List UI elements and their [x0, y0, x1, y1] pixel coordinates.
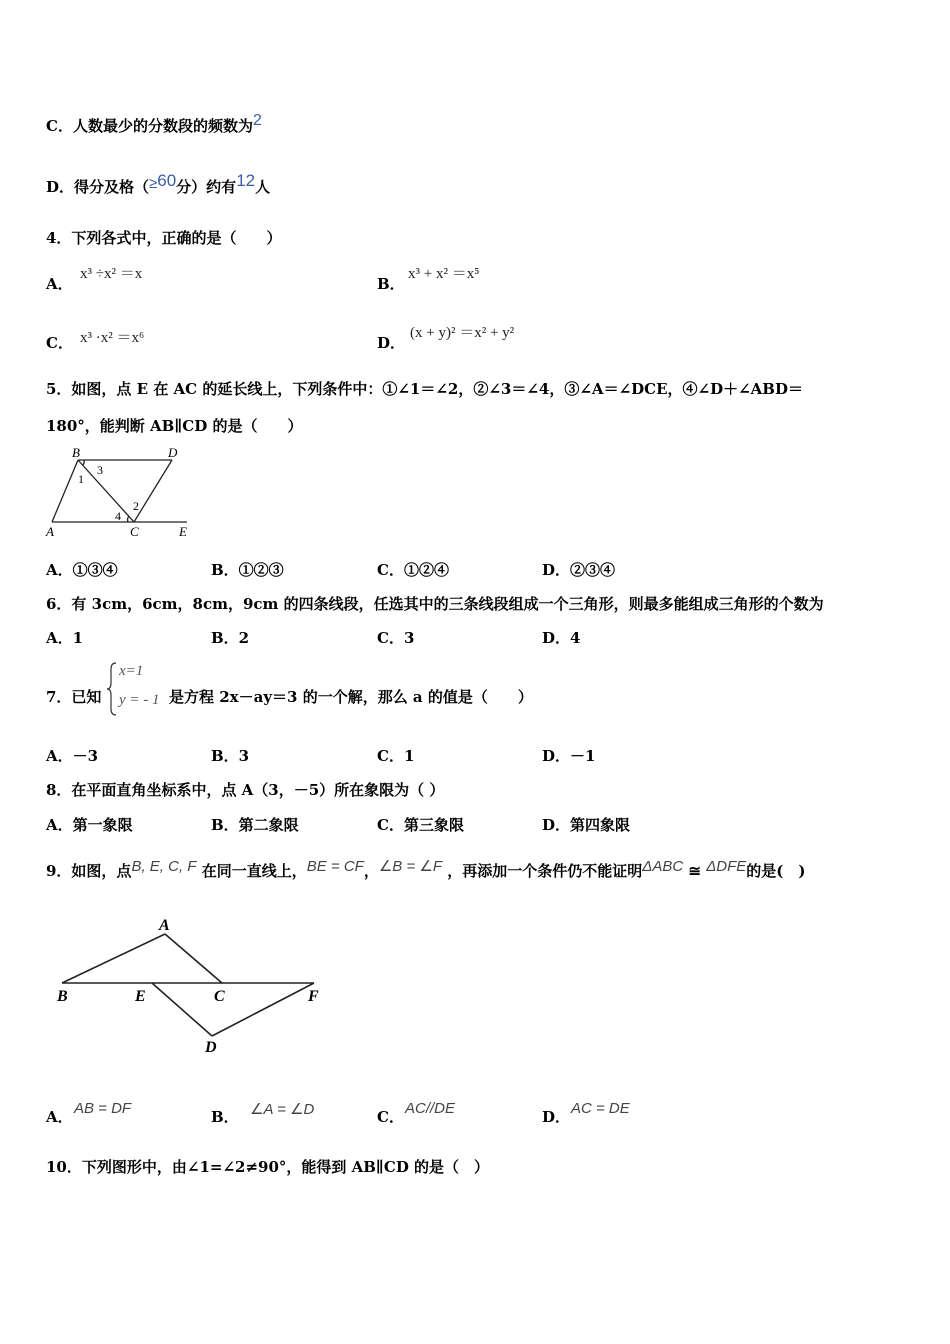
- q3-option-c-text: C．人数最少的分数段的频数为: [46, 117, 253, 135]
- q4-stem: 4．下列各式中，正确的是（ ）: [46, 229, 282, 247]
- q3-option-c: [46, 112, 262, 137]
- q3-option-d-count: 12: [236, 171, 256, 190]
- q5-label-a: A: [46, 524, 54, 539]
- q9-tri2: ΔDFE: [706, 858, 747, 875]
- q9-mid2: ，再添加一个条件仍不能证明: [447, 862, 643, 880]
- q9-option-a-label: A．: [46, 1108, 73, 1126]
- q4-option-c-expr: x³ ·x² ＝x⁶: [80, 330, 145, 346]
- q5-angle-arc-c: [128, 516, 129, 522]
- q9-line-ab: [62, 934, 165, 983]
- q5-label-b: B: [72, 445, 80, 460]
- q8-option-b: B．第二象限: [211, 816, 299, 834]
- q9-cond2: ∠B = ∠F: [378, 858, 443, 875]
- q10-stem: 10．下列图形中，由∠1=∠2≠90°，能得到 AB∥CD 的是（ ）: [46, 1158, 490, 1176]
- q9-stem: [46, 858, 806, 882]
- q4-option-b-label: B．: [377, 275, 405, 293]
- q9-option-c-label: C．: [377, 1108, 404, 1126]
- q7-eq1: x=1: [119, 663, 144, 679]
- q9-pre: 9．如图，点: [46, 862, 132, 880]
- q7-option-c: C．1: [377, 747, 415, 765]
- q5-option-b: B．①②③: [211, 561, 284, 579]
- q9-option-a-expr: AB = DF: [74, 1100, 132, 1117]
- q6-option-b: B．2: [211, 629, 250, 647]
- q7-option-a: A．－3: [46, 747, 99, 765]
- q4-option-c-label: C．: [46, 334, 73, 352]
- q9-line-df: [212, 983, 314, 1036]
- q5-label-3: 3: [97, 463, 103, 477]
- q5-label-4: 4: [115, 509, 121, 523]
- q7-pre: 7．已知: [46, 688, 102, 706]
- q9-comma: ，: [363, 862, 379, 880]
- q4-option-d-label: D．: [377, 334, 406, 352]
- q9-post: 的是( ): [746, 862, 806, 880]
- q5-angle-arc-b: [83, 460, 84, 465]
- q9-cong: ≅: [688, 862, 701, 880]
- q7-option-b: B．3: [211, 747, 250, 765]
- q9-cond1: BE = CF: [306, 858, 364, 875]
- q5-label-e: E: [179, 524, 187, 539]
- q8-stem: 8．在平面直角坐标系中，点 A（3，－5）所在象限为（ ）: [46, 781, 445, 799]
- q9-option-b-expr: ∠A = ∠D: [250, 1101, 315, 1118]
- q9-tri1: ΔABC: [642, 858, 684, 875]
- q4-option-a-label: A．: [46, 275, 73, 293]
- q3-option-d-unit: 分）约有: [176, 178, 237, 196]
- q8-option-d: D．第四象限: [542, 816, 631, 834]
- q9-line-ac: [165, 934, 222, 983]
- q9-option-c-expr: AC//DE: [405, 1100, 456, 1117]
- q3-option-c-value: 2: [252, 112, 262, 129]
- q7-option-d: D．－1: [542, 747, 596, 765]
- q7-eq2: y = - 1: [119, 692, 160, 708]
- q5-line-bc: [78, 460, 134, 522]
- q8-option-a: A．第一象限: [46, 816, 133, 834]
- q5-stem-line1: 5．如图，点 E 在 AC 的延长线上，下列条件中：①∠1＝∠2，②∠3＝∠4，③∠A＝∠DCE，④∠D＋∠ABD＝: [46, 380, 803, 398]
- q8-option-c: C．第三象限: [377, 816, 464, 834]
- q3-option-d-num: 60: [157, 171, 177, 190]
- q5-option-d: D．②③④: [542, 561, 616, 579]
- q9-figure: [52, 912, 342, 1060]
- q6-option-a: A．1: [46, 629, 84, 647]
- q5-line-cd: [134, 460, 172, 522]
- q9-line-ed: [152, 983, 212, 1036]
- q3-option-d: [46, 171, 271, 198]
- q3-option-d-ge: ≥: [149, 175, 158, 192]
- q5-stem-line2: 180°，能判断 AB∥CD 的是（ ）: [46, 417, 303, 435]
- q4-option-d-expr: (x + y)² ＝x² + y²: [410, 325, 515, 341]
- q9-label-b: B: [57, 988, 68, 1005]
- q5-label-c: C: [130, 524, 139, 539]
- q5-label-d: D: [168, 445, 178, 460]
- q6-option-d: D．4: [542, 629, 581, 647]
- q5-option-a: A．①③④: [46, 561, 118, 579]
- q5-option-c: C．①②④: [377, 561, 449, 579]
- q9-label-d: D: [205, 1039, 217, 1056]
- q9-label-f: F: [308, 988, 319, 1005]
- q5-line-ab: [52, 460, 78, 522]
- q9-label-a: A: [159, 917, 170, 934]
- q9-label-c: C: [214, 988, 225, 1005]
- q9-points: B, E, C, F: [131, 858, 197, 875]
- q3-option-d-post: 人: [255, 178, 271, 196]
- q5-label-1: 1: [78, 472, 84, 486]
- q9-mid1: 在同一直线上，: [201, 862, 307, 880]
- q6-option-c: C．3: [377, 629, 415, 647]
- q4-option-b-expr: x³ + x² ＝x⁵: [408, 266, 480, 282]
- q6-stem: 6．有 3cm，6cm，8cm，9cm 的四条线段，任选其中的三条线段组成一个三角形，则最多能组成三角形的个数为: [46, 595, 824, 613]
- q9-option-d-label: D．: [542, 1108, 571, 1126]
- q9-option-b-label: B．: [211, 1108, 239, 1126]
- q7-post: 是方程 2x－ay＝3 的一个解，那么 a 的值是（ ）: [169, 688, 533, 706]
- q9-option-d-expr: AC = DE: [571, 1100, 630, 1117]
- q7-brace: [106, 661, 118, 717]
- q5-label-2: 2: [133, 499, 139, 513]
- q9-label-e: E: [135, 988, 146, 1005]
- q4-option-a-expr: x³ ÷x² ＝x: [80, 266, 143, 282]
- q3-option-d-pre: D．得分及格（: [46, 178, 150, 196]
- q5-figure: [40, 443, 200, 543]
